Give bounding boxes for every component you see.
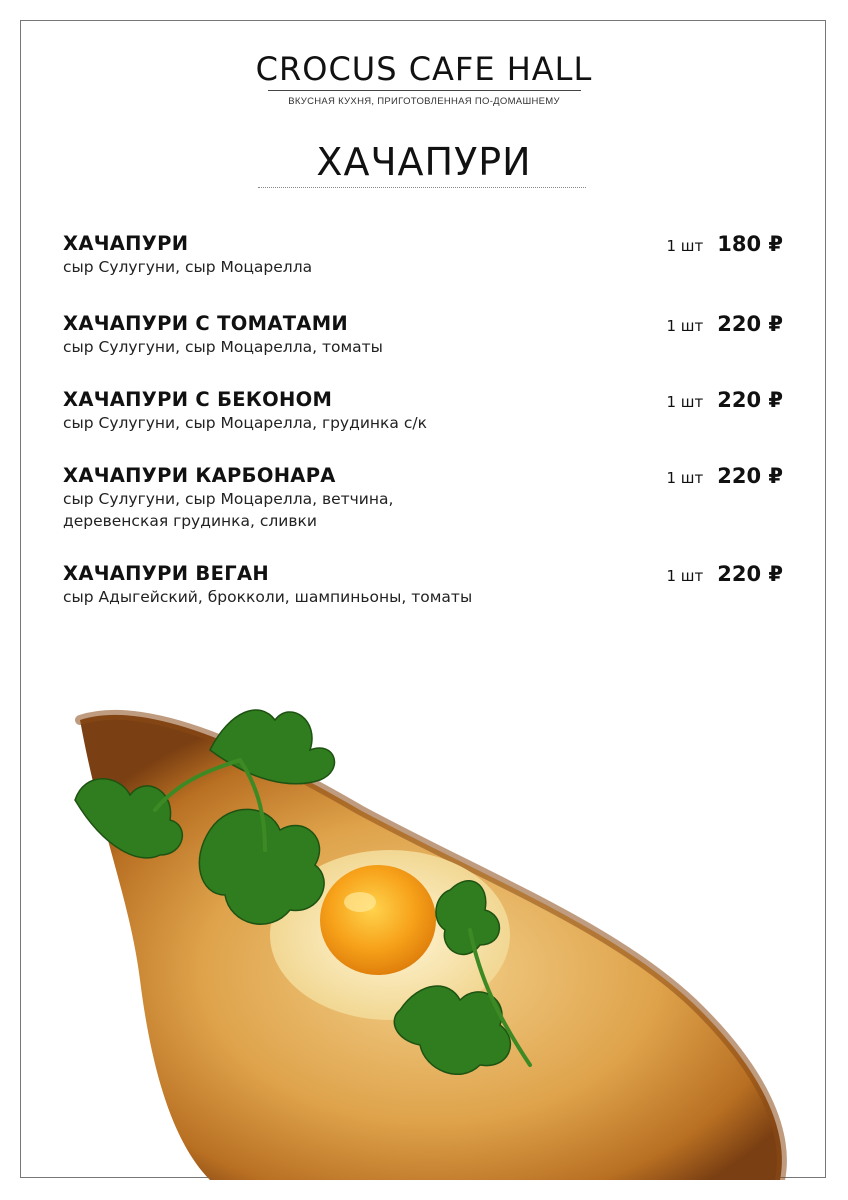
item-price: 220 ₽ bbox=[717, 562, 783, 586]
brand-tagline: ВКУСНАЯ КУХНЯ, ПРИГОТОВЛЕННАЯ ПО-ДОМАШНЕМУ bbox=[288, 96, 560, 107]
khachapuri-photo bbox=[60, 680, 800, 1180]
item-quantity: 1 шт bbox=[666, 317, 704, 335]
item-description: сыр Сулугуни, сыр Моцарелла, грудинка с/к bbox=[63, 414, 427, 432]
item-price: 220 ₽ bbox=[717, 312, 783, 336]
item-name: ХАЧАПУРИ С БЕКОНОМ bbox=[63, 388, 333, 411]
item-description: сыр Адыгейский, брокколи, шампиньоны, томаты bbox=[63, 588, 473, 606]
item-price: 220 ₽ bbox=[717, 388, 783, 412]
item-name: ХАЧАПУРИ С ТОМАТАМИ bbox=[63, 312, 349, 335]
brand-name: CROCUS CAFE HALL bbox=[255, 50, 593, 88]
menu-item bbox=[63, 464, 783, 532]
section-divider bbox=[258, 187, 586, 188]
item-description: сыр Сулугуни, сыр Моцарелла, ветчина, деревенская грудинка, сливки bbox=[63, 490, 394, 530]
price-block bbox=[666, 388, 783, 412]
item-quantity: 1 шт bbox=[666, 393, 704, 411]
price-block bbox=[666, 464, 783, 488]
menu-item bbox=[63, 312, 783, 358]
item-description: сыр Сулугуни, сыр Моцарелла bbox=[63, 258, 313, 276]
item-price: 180 ₽ bbox=[717, 232, 783, 256]
item-description: сыр Сулугуни, сыр Моцарелла, томаты bbox=[63, 338, 383, 356]
item-name: ХАЧАПУРИ bbox=[63, 232, 189, 255]
price-block bbox=[666, 312, 783, 336]
item-quantity: 1 шт bbox=[666, 237, 704, 255]
item-name: ХАЧАПУРИ КАРБОНАРА bbox=[63, 464, 336, 487]
item-name: ХАЧАПУРИ ВЕГАН bbox=[63, 562, 269, 585]
menu-item bbox=[63, 232, 783, 278]
item-quantity: 1 шт bbox=[666, 567, 704, 585]
item-quantity: 1 шт bbox=[666, 469, 704, 487]
menu-item bbox=[63, 388, 783, 434]
menu-item bbox=[63, 562, 783, 608]
brand-header bbox=[0, 50, 848, 107]
price-block bbox=[666, 232, 783, 256]
section-title: ХАЧАПУРИ bbox=[316, 140, 532, 184]
yolk-highlight bbox=[344, 892, 376, 912]
price-block bbox=[666, 562, 783, 586]
egg-yolk bbox=[320, 865, 436, 975]
brand-underline bbox=[268, 90, 581, 91]
item-price: 220 ₽ bbox=[717, 464, 783, 488]
